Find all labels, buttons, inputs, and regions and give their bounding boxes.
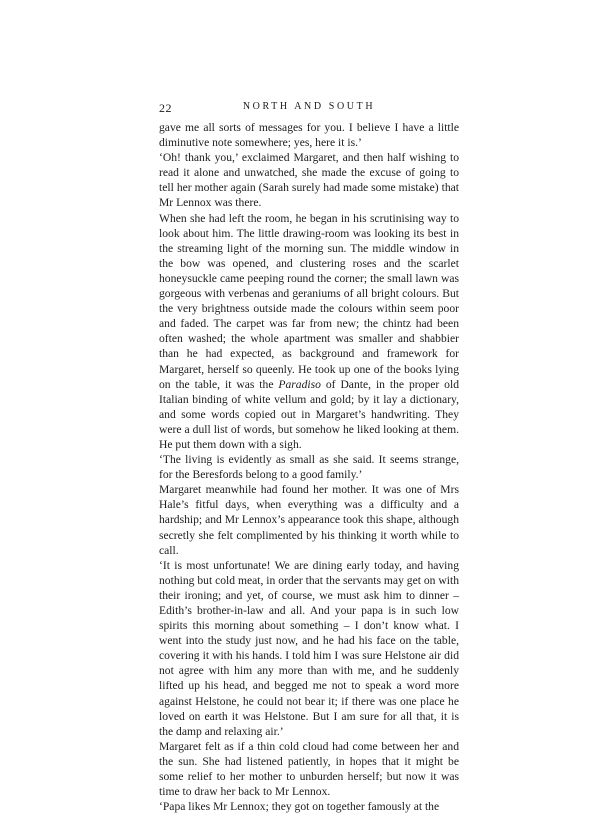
paragraph-2: ‘Oh! thank you,’ exclaimed Margaret, and then half wishing to read it alone and unwatched, she made the excuse of going to tell her mother again (Sarah surely had made some mistake) that Mr Lennox was there. <box>159 151 459 210</box>
paragraph-3 <box>159 211 459 453</box>
paragraph-1: gave me all sorts of messages for you. I believe I have a little diminutive note somewhere; yes, here it is.’ <box>159 121 459 150</box>
page-header <box>159 101 459 119</box>
page-number: 22 <box>159 101 172 115</box>
body-text <box>159 120 459 814</box>
paragraph-4: ‘The living is evidently as small as she said. It seems strange, for the Beresfords belong to a good family.’ <box>159 453 459 482</box>
paragraph-3-text-after: of Dante, in the proper old Italian binding of white vellum and gold; by it lay a dictionary, and some words copied out in Margaret’s handwriting. They were a dull list of words, but somehow he liked looking at them. He put them down with a sigh. <box>159 377 459 451</box>
paragraph-8: ‘Papa likes Mr Lennox; they got on together famously at the <box>159 800 440 814</box>
paragraph-7: Margaret felt as if a thin cold cloud had come between her and the sun. She had listened patiently, in hopes that it might be some relief to her mother to unburden herself; but now it was time to draw her back to Mr Lennox. <box>159 739 459 799</box>
running-head: NORTH AND SOUTH <box>242 101 376 112</box>
paragraph-5: Margaret meanwhile had found her mother. It was one of Mrs Hale’s fitful days, when everything was a difficulty and a hardship; and Mr Lennox’s appearance took this shape, although secretly she felt complimented by his thinking it worth while to call. <box>159 483 459 557</box>
paragraph-6: ‘It is most unfortunate! We are dining early today, and having nothing but cold meat, in order that the servants may get on with their ironing; and yet, of course, we must ask him to dinner – Edith’s brother-in-law and all. And your papa is in such low spirits this morning about something – I don’t know what. I went into the study just now, and he had his face on the table, covering it with his hands. I told him I was sure Helstone air did not agree with him any more than with me, and he suddenly lifted up his head, and begged me not to speak a word more against Helstone, he could not bear it; if there was one place he loved on earth it was Helstone. But I am sure for all that, it is the damp and relaxing air.’ <box>159 558 459 738</box>
paragraph-3-text-before: When she had left the room, he began in his scrutinising way to look about him. The little drawing-room was looking its best in the streaming light of the morning sun. The middle window in the bow was opened, and clustering roses and the scarlet honeysuckle came peeping round the corner; the small lawn was gorgeous with verbenas and geraniums of all bright colours. But the very brightness outside made the colours within seem poor and faded. The carpet was far from new; the chintz had been often washed; the whole apartment was smaller and shabbier than he had expected, as background and framework for Margaret, herself so queenly. He took up one of the books lying on the table, it was the <box>159 211 459 391</box>
paragraph-3-italic-title: Paradiso <box>278 377 321 391</box>
